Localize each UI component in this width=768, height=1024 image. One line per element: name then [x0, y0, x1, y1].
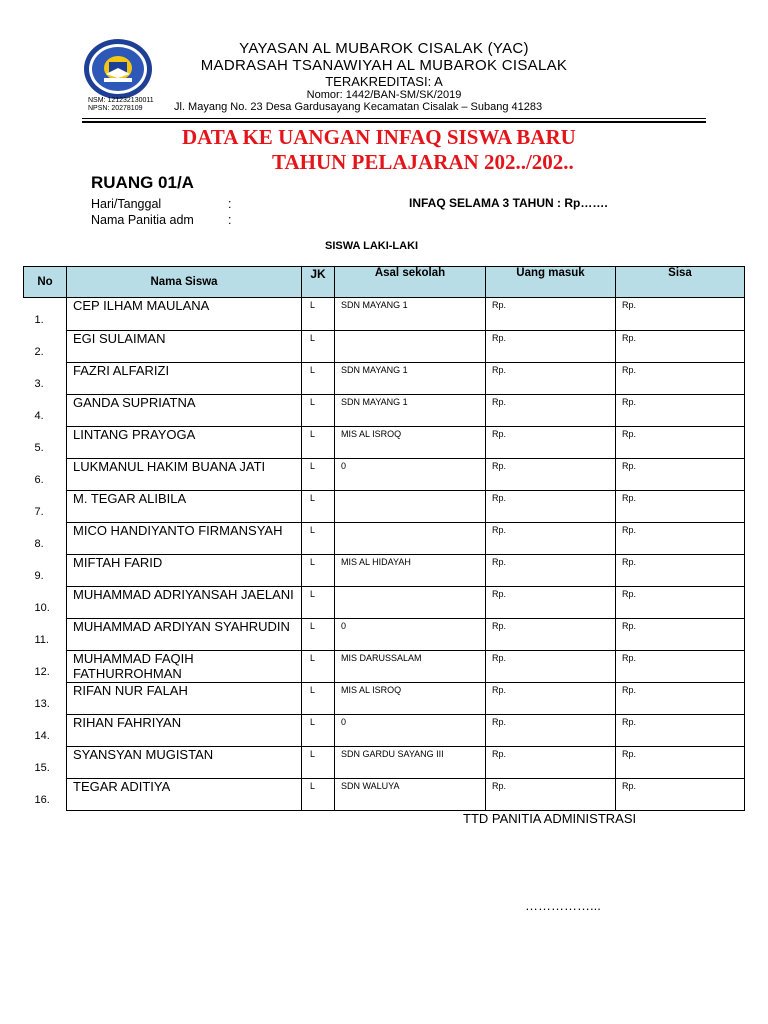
student-name: RIFAN NUR FALAH [67, 682, 302, 714]
origin-school [335, 330, 486, 362]
entry-fee: Rp. [486, 298, 616, 331]
entry-fee: Rp. [486, 682, 616, 714]
table-row [24, 426, 745, 458]
table-header-row [24, 267, 745, 298]
students-table [23, 266, 745, 811]
entry-fee: Rp. [486, 586, 616, 618]
origin-school: SDN MAYANG 1 [335, 298, 486, 331]
origin-school: SDN MAYANG 1 [335, 362, 486, 394]
origin-school [335, 490, 486, 522]
row-number: 15. [24, 746, 67, 778]
school-address: Jl. Mayang No. 23 Desa Gardusayang Kecamatan Cisalak – Subang 41283 [174, 101, 543, 113]
student-gender: L [302, 714, 335, 746]
student-name: MIFTAH FARID [67, 554, 302, 586]
remaining-fee: Rp. [616, 778, 745, 810]
school-name: MADRASAH TSANAWIYAH AL MUBAROK CISALAK [200, 57, 568, 74]
student-name: EGI SULAIMAN [67, 330, 302, 362]
remaining-fee: Rp. [616, 330, 745, 362]
school-logo [82, 38, 154, 100]
section-title: SISWA LAKI-LAKI [325, 240, 419, 252]
student-gender: L [302, 330, 335, 362]
student-gender: L [302, 682, 335, 714]
remaining-fee: Rp. [616, 394, 745, 426]
row-number: 7. [24, 490, 67, 522]
entry-fee: Rp. [486, 426, 616, 458]
date-colon: : [228, 197, 232, 211]
remaining-fee: Rp. [616, 458, 745, 490]
row-number: 12. [24, 650, 67, 682]
origin-school [335, 586, 486, 618]
entry-fee: Rp. [486, 778, 616, 810]
origin-school: SDN GARDU SAYANG III [335, 746, 486, 778]
entry-fee: Rp. [486, 714, 616, 746]
entry-fee: Rp. [486, 554, 616, 586]
row-number: 8. [24, 522, 67, 554]
row-number: 9. [24, 554, 67, 586]
entry-fee: Rp. [486, 650, 616, 682]
student-gender: L [302, 458, 335, 490]
entry-fee: Rp. [486, 746, 616, 778]
remaining-fee: Rp. [616, 426, 745, 458]
table-row [24, 586, 745, 618]
student-name: GANDA SUPRIATNA [67, 394, 302, 426]
row-number: 5. [24, 426, 67, 458]
committee-colon: : [228, 213, 232, 227]
student-gender: L [302, 362, 335, 394]
student-name: MUHAMMAD ARDIYAN SYAHRUDIN [67, 618, 302, 650]
table-row [24, 650, 745, 682]
row-number: 2. [24, 330, 67, 362]
document-subtitle: TAHUN PELAJARAN 202../202.. [272, 150, 574, 174]
table-row [24, 778, 745, 810]
table-row [24, 522, 745, 554]
remaining-fee: Rp. [616, 298, 745, 331]
header-divider [82, 118, 706, 119]
student-name: MUHAMMAD ADRIYANSAH JAELANI [67, 586, 302, 618]
row-number: 16. [24, 778, 67, 810]
table-row [24, 458, 745, 490]
table-row [24, 362, 745, 394]
student-gender: L [302, 650, 335, 682]
student-gender: L [302, 746, 335, 778]
entry-fee: Rp. [486, 330, 616, 362]
student-name: RIHAN FAHRIYAN [67, 714, 302, 746]
student-name: CEP ILHAM MAULANA [67, 298, 302, 331]
col-header-jk: JK [302, 267, 335, 298]
entry-fee: Rp. [486, 458, 616, 490]
remaining-fee: Rp. [616, 714, 745, 746]
student-gender: L [302, 426, 335, 458]
row-number: 4. [24, 394, 67, 426]
signature-label: TTD PANITIA ADMINISTRASI [463, 811, 637, 826]
student-gender: L [302, 586, 335, 618]
origin-school [335, 522, 486, 554]
remaining-fee: Rp. [616, 522, 745, 554]
foundation-name: YAYASAN AL MUBAROK CISALAK (YAC) [239, 40, 529, 57]
accreditation: TERAKREDITASI: A [325, 74, 443, 89]
student-name: SYANSYAN MUGISTAN [67, 746, 302, 778]
student-name: MICO HANDIYANTO FIRMANSYAH [67, 522, 302, 554]
student-name: LINTANG PRAYOGA [67, 426, 302, 458]
table-row [24, 746, 745, 778]
entry-fee: Rp. [486, 618, 616, 650]
student-gender: L [302, 298, 335, 331]
origin-school: MIS AL HIDAYAH [335, 554, 486, 586]
room-label: RUANG 01/A [91, 173, 194, 192]
table-row [24, 682, 745, 714]
table-row [24, 330, 745, 362]
row-number: 13. [24, 682, 67, 714]
student-gender: L [302, 522, 335, 554]
origin-school: SDN MAYANG 1 [335, 394, 486, 426]
student-gender: L [302, 618, 335, 650]
row-number: 1. [24, 298, 67, 331]
table-row [24, 554, 745, 586]
origin-school: 0 [335, 458, 486, 490]
student-gender: L [302, 490, 335, 522]
col-header-rest: Sisa [616, 267, 745, 298]
student-name: LUKMANUL HAKIM BUANA JATI [67, 458, 302, 490]
col-header-name: Nama Siswa [67, 267, 302, 298]
remaining-fee: Rp. [616, 682, 745, 714]
remaining-fee: Rp. [616, 362, 745, 394]
infaq-amount: INFAQ SELAMA 3 TAHUN : Rp……. [409, 196, 608, 210]
student-gender: L [302, 778, 335, 810]
student-gender: L [302, 394, 335, 426]
committee-label: Nama Panitia adm [91, 213, 194, 227]
nsm-npsn: NSM: 121232130011 NPSN: 20278109 [88, 97, 154, 112]
origin-school: MIS DARUSSALAM [335, 650, 486, 682]
student-gender: L [302, 554, 335, 586]
origin-school: 0 [335, 714, 486, 746]
header-divider-thick [82, 121, 706, 123]
remaining-fee: Rp. [616, 618, 745, 650]
col-header-no: No [24, 267, 67, 298]
remaining-fee: Rp. [616, 586, 745, 618]
entry-fee: Rp. [486, 394, 616, 426]
entry-fee: Rp. [486, 522, 616, 554]
row-number: 14. [24, 714, 67, 746]
table-row [24, 618, 745, 650]
row-number: 3. [24, 362, 67, 394]
decree-number: Nomor: 1442/BAN-SM/SK/2019 [306, 89, 462, 101]
signature-line: ……………... [525, 898, 601, 913]
student-name: MUHAMMAD FAQIH FATHURROHMAN [67, 650, 302, 682]
remaining-fee: Rp. [616, 746, 745, 778]
origin-school: MIS AL ISROQ [335, 426, 486, 458]
origin-school: 0 [335, 618, 486, 650]
entry-fee: Rp. [486, 490, 616, 522]
col-header-fee: Uang masuk [486, 267, 616, 298]
student-name: M. TEGAR ALIBILA [67, 490, 302, 522]
student-name: FAZRI ALFARIZI [67, 362, 302, 394]
date-label: Hari/Tanggal [91, 197, 162, 211]
remaining-fee: Rp. [616, 554, 745, 586]
row-number: 6. [24, 458, 67, 490]
remaining-fee: Rp. [616, 490, 745, 522]
row-number: 10. [24, 586, 67, 618]
document-title: DATA KE UANGAN INFAQ SISWA BARU [182, 125, 576, 149]
table-row [24, 714, 745, 746]
table-row [24, 394, 745, 426]
origin-school: SDN WALUYA [335, 778, 486, 810]
row-number: 11. [24, 618, 67, 650]
col-header-school: Asal sekolah [335, 267, 486, 298]
student-name: TEGAR ADITIYA [67, 778, 302, 810]
entry-fee: Rp. [486, 362, 616, 394]
origin-school: MIS AL ISROQ [335, 682, 486, 714]
table-row [24, 490, 745, 522]
table-row [24, 298, 745, 331]
remaining-fee: Rp. [616, 650, 745, 682]
